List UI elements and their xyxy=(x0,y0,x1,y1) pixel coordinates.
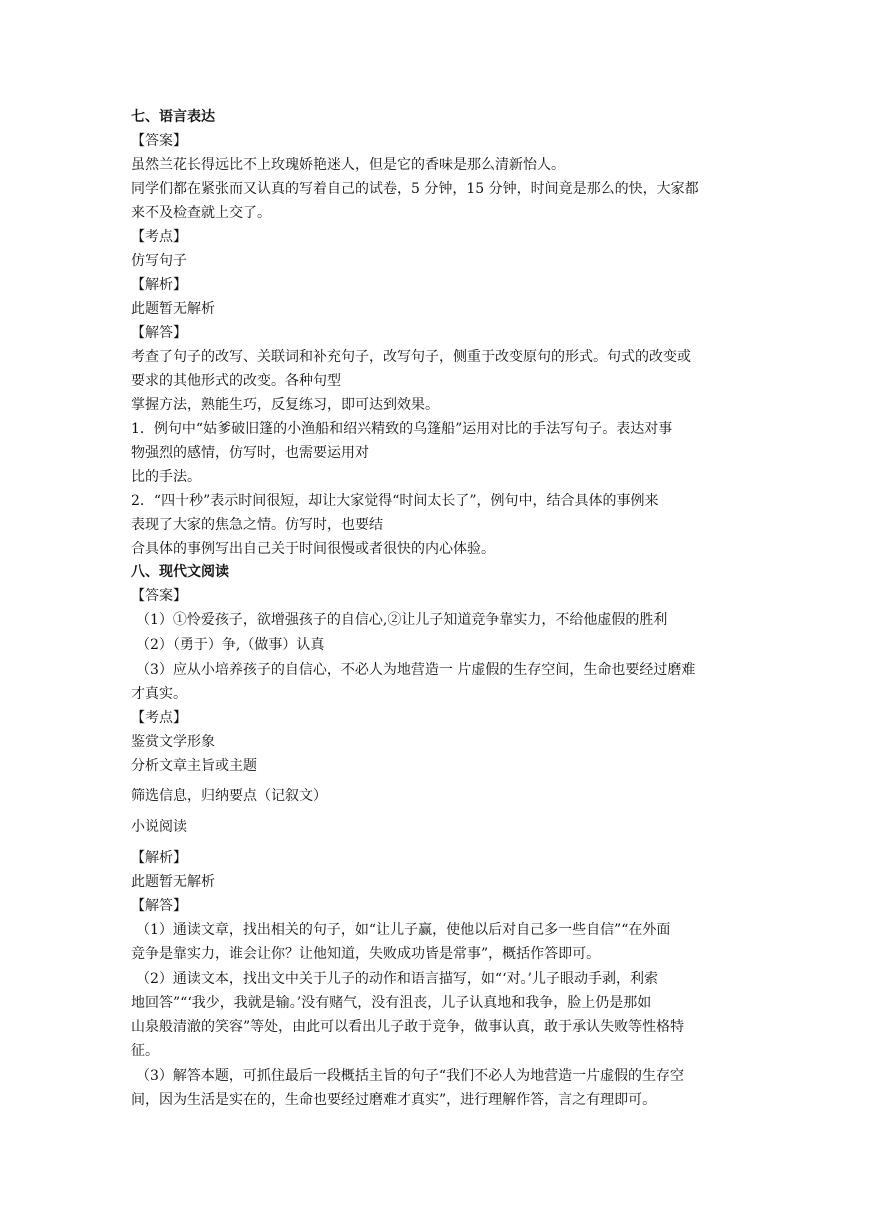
jiexi-label: 【解析】 xyxy=(131,850,187,866)
section-heading-8: 八、现代文阅读 xyxy=(131,564,229,580)
text-line: （2）通读文本，找出文中关于儿子的动作和语言描写，如“‘对。’儿子眼动手剥，利索 xyxy=(136,971,658,987)
text-line: 掌握方法，熟能生巧，反复练习，即可达到效果。 xyxy=(131,397,439,413)
jiexi-label: 【解析】 xyxy=(131,277,187,293)
text-line: 鉴赏文学形象 xyxy=(131,734,215,750)
text-line: 征。 xyxy=(131,1043,159,1059)
text-line: 要求的其他形式的改变。各种句型 xyxy=(131,373,341,389)
text-line: 才真实。 xyxy=(131,686,187,702)
text-line: 此题暂无解析 xyxy=(131,301,215,317)
jieda-label: 【解答】 xyxy=(131,898,187,914)
text-line: 间，因为生活是实在的，生命也要经过磨难才真实”，进行理解作答，言之有理即可。 xyxy=(131,1092,657,1108)
text-line: 竞争是靠实力，谁会让你？让他知道，失败成功皆是常事”，概括作答即可。 xyxy=(131,946,601,962)
text-line: 筛选信息，归纳要点（记叙文） xyxy=(131,788,327,804)
text-line: 表现了大家的焦急之情。仿写时，也要结 xyxy=(131,517,383,533)
text-line: 虽然兰花长得远比不上玫瑰娇艳迷人，但是它的香味是那么清新怡人。 xyxy=(131,157,565,173)
text-line: 1．例句中“姑爹破旧篷的小渔船和绍兴精致的乌篷船”运用对比的手法写句子。表达对事 xyxy=(131,421,673,437)
kaodian-label: 【考点】 xyxy=(131,710,187,726)
text-line: 分析文章主旨或主题 xyxy=(131,758,257,774)
text-line: 2．“四十秒”表示时间很短，却让大家觉得“时间太长了”，例句中，结合具体的事例来 xyxy=(131,493,659,509)
text-line: 考查了句子的改写、关联词和补充句子，改写句子，侧重于改变原句的形式。句式的改变或 xyxy=(131,349,691,365)
text-line: 来不及检查就上交了。 xyxy=(131,205,271,221)
text-line: 小说阅读 xyxy=(131,819,187,835)
text-line: （3）解答本题，可抓住最后一段概括主旨的句子“我们不必人为地营造一片虚假的生存空 xyxy=(136,1068,685,1084)
text-line: 仿写句子 xyxy=(131,253,187,269)
text-line: 此题暂无解析 xyxy=(131,874,215,890)
text-line: （2）（勇于）争,（做事）认真 xyxy=(136,637,325,653)
answer-label: 【答案】 xyxy=(131,588,187,604)
text-line: 地回答”“‘我少，我就是输。’没有赌气，没有沮丧，儿子认真地和我争，脸上仍是那如 xyxy=(131,995,652,1011)
text-line: （3）应从小培养孩子的自信心，不必人为地营造一 片虚假的生存空间，生命也要经过磨难 xyxy=(136,662,696,678)
text-line: 比的手法。 xyxy=(131,469,201,485)
text-line: 物强烈的感情，仿写时，也需要运用对 xyxy=(131,445,369,461)
text-line: 同学们都在紧张而又认真的写着自己的试卷，5 分钟，15 分钟，时间竟是那么的快，大家都 xyxy=(131,181,699,197)
text-line: 合具体的事例写出自己关于时间很慢或者很快的内心体验。 xyxy=(131,541,495,557)
answer-label: 【答案】 xyxy=(131,133,187,149)
jieda-label: 【解答】 xyxy=(131,325,187,341)
text-line: （1）①怜爱孩子，欲增强孩子的自信心,②让儿子知道竞争靠实力，不给他虚假的胜利 xyxy=(136,612,668,628)
text-line: 山泉般清澈的笑容”等处，由此可以看出儿子敢于竞争，做事认真，敢于承认失败等性格特 xyxy=(131,1019,685,1035)
text-line: （1）通读文章，找出相关的句子，如“让儿子赢，使他以后对自己多一些自信”“在外面 xyxy=(136,922,671,938)
section-heading-7: 七、语言表达 xyxy=(131,109,215,125)
kaodian-label: 【考点】 xyxy=(131,229,187,245)
